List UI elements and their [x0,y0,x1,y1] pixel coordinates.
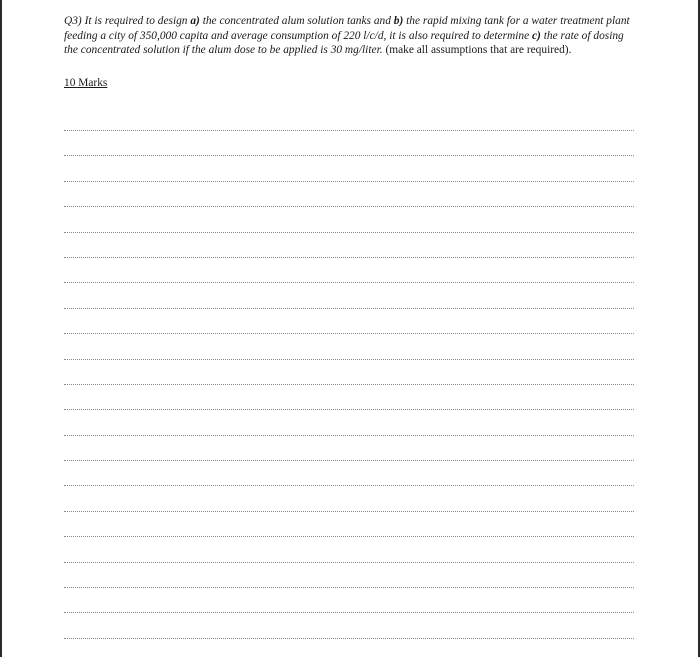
part-c-label: c) [532,29,541,42]
marks-label: 10 Marks [64,77,108,89]
part-b-text: the rapid mixing tank for a water treatment plant feeding a city of 350,000 capita and average consumption of 220 l/c/d, it is also required to determine [64,15,630,42]
answer-area[interactable] [64,130,634,657]
question-intro: It is required to design [81,15,191,27]
answer-line [64,536,634,538]
assumptions-note: (make all assumptions that are required). [382,44,572,57]
question-number: Q3) [64,15,82,27]
answer-line [64,511,634,513]
answer-line [64,435,634,437]
answer-line [64,308,634,310]
answer-line [64,384,634,386]
answer-line [64,409,634,411]
answer-line [64,359,634,361]
answer-line [64,282,634,284]
answer-line [64,333,634,335]
answer-line [64,460,634,462]
answer-line [64,562,634,564]
answer-line [64,232,634,234]
answer-line [64,181,634,183]
answer-line [64,485,634,487]
answer-line [64,130,634,132]
answer-line [64,257,634,259]
answer-line [64,612,634,614]
part-b-label: b) [393,15,404,27]
answer-line [64,206,634,208]
part-a-text: the concentrated alum solution tanks and [199,15,394,27]
answer-line [64,155,634,157]
question-text [64,14,634,58]
part-c-text: the rate of dosing the concentrated solution if the alum dose to be applied is 30 mg/liter. [64,29,624,57]
page-border-left [0,0,2,657]
part-a-label: a) [190,15,200,27]
answer-line [64,638,634,640]
answer-line [64,587,634,589]
